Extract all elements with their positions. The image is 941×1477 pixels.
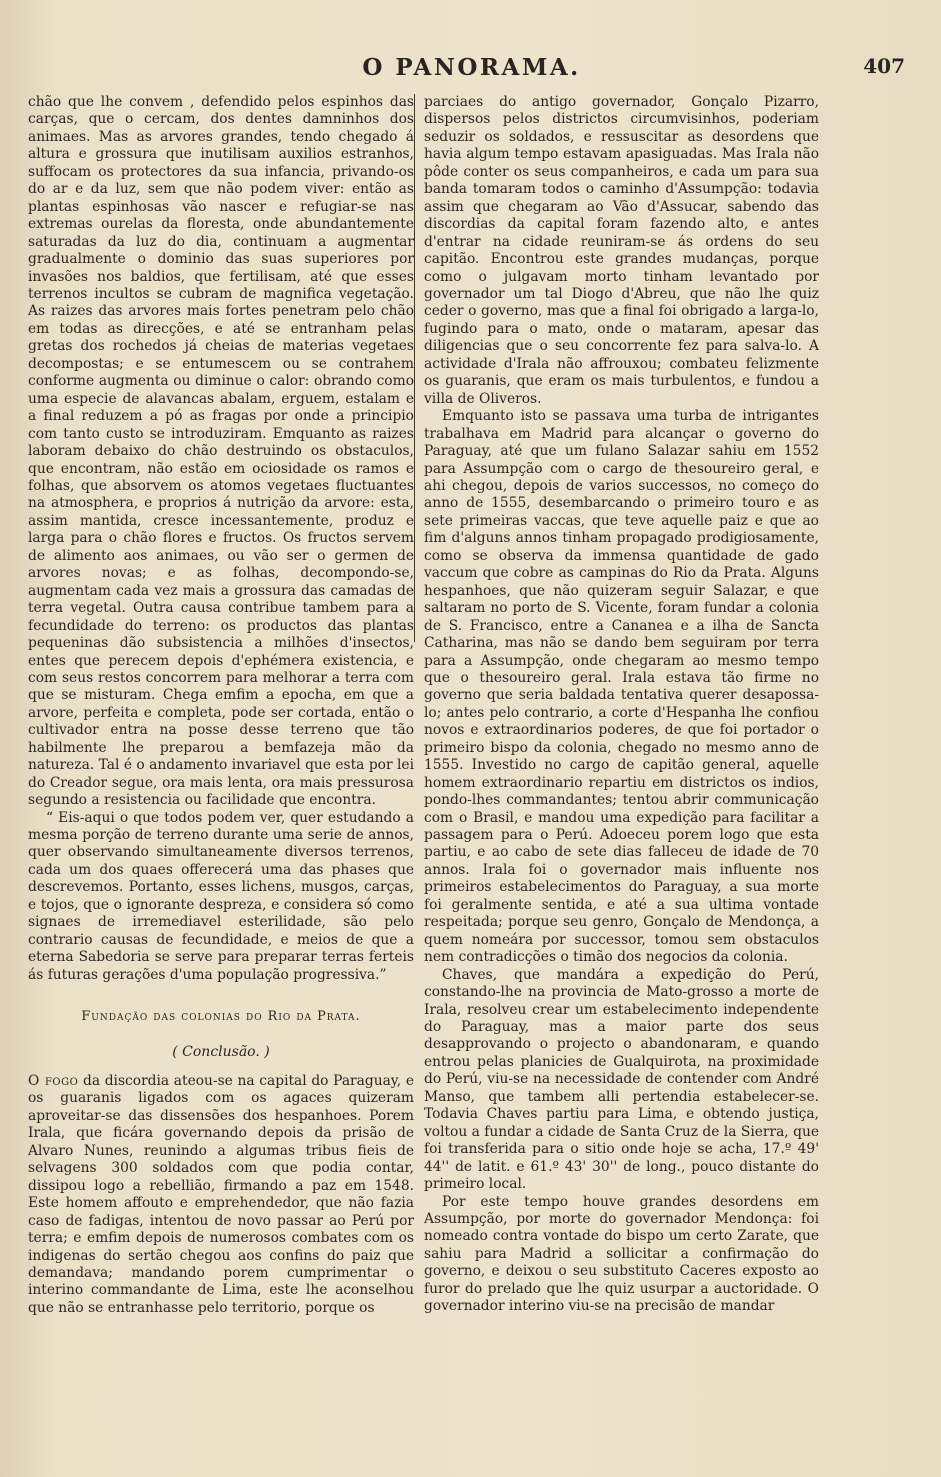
paragraph-left-3-text: da discordia ateou-se na capital do Paraguay, e os guaranis ligados com os agaces quizeram aproveitar-se das dissensões dos hespanhoes. Porem Irala, que ficára governando depois da prisão de Alvaro Nunes, reunindo a algumas tribus fieis de selvagens 300 soldados com que podia contar, dissipou logo a rebellião, firmando a paz em 1548. Este homem affouto e emprehendedor, que não fazia caso de fadigas, intentou de novo passar ao Perú por terra; e emfim depois de numerosos combates com os indigenas do sertão chegou aos confins do paiz que demandava; mandando porem cumprimentar o interino commandante de Lima, este lhe aconselhou que não se entranhasse pelo territorio, porque os (28, 1073, 414, 1316)
paragraph-right-3: Chaves, que mandára a expedição do Perú, constando-lhe na provincia de Mato-grosso a morte de Irala, resolveu crear um estabelecimento independente do Paraguay, mas a maior parte dos seus desapprovando o projecto o abandonaram, e quando entrou pelas planicies de Gualquirota, na proximidade do Perú, viu-se na necessidade de contender com André Manso, que tambem alli pertendia estabelecer-se. Todavia Chaves partiu para Lima, e obtendo justiça, voltou a fundar a cidade de Santa Cruz de la Sierra, que foi transferida para o sitio onde hoje se acha, 17.º 49' 44'' de latit. e 61.º 43' 30'' de long., pouco distante do primeiro local. (424, 966, 819, 1193)
section-subtitle: ( Conclusão. ) (172, 1043, 270, 1060)
section-title: Fundação das colonias do Rio da Prata. (81, 1009, 361, 1025)
paragraph-right-1: parciaes do antigo governador, Gonçalo Pizarro, dispersos pelos districtos circumvisinhos, poderiam seduzir os soldados, e ressuscitar as desordens que havia algum tempo estavam apasiguadas. Mas Irala não pôde conter os seus companheiros, e cada um para sua banda tomaram todos o caminho d'Assumpção: todavia assim que chegaram ao Vão d'Assucar, sabendo das discordias da capital foram fazendo alto, e antes d'entrar na cidade reuniram-se ás ordens do seu capitão. Encontrou este grandes mudanças, porque como o julgavam morto tinham levantado por governador um tal Diogo d'Abreu, que não lhe quiz ceder o governo, mas que a final foi obrigado a larga-lo, fugindo para o mato, onde o mataram, apesar das diligencias que o seu concorrente fez para salva-lo. A actividade d'Irala não affrouxou; combateu felizmente os guaranis, que eram os mais turbulentos, e fundou a villa de Oliveros. (424, 94, 819, 407)
journal-title: O PANORAMA. (362, 54, 581, 81)
paragraph-right-2: Emquanto isto se passava uma turba de intrigantes trabalhava em Madrid para alcançar o governo do Paraguay, até que um fulano Salazar sahiu em 1552 para Assumpção com o cargo de thesoureiro geral, e ahi chegou, depois de varios successos, no começo do anno de 1555, desembarcando o primeiro touro e as sete primeiras vaccas, que teve aquelle paiz e que ao fim d'alguns annos tinham propagado prodigiosamente, como se observa da immensa quantidade de gado vaccum que cobre as campinas do Rio da Prata. Alguns hespanhoes, que não quizeram seguir Salazar, e que saltaram no porto de S. Vicente, foram fundar a colonia de S. Francisco, entre a Cananea e a ilha de Sancta Catharina, mas não se dando bem seguiram por terra para a Assumpção, onde chegaram ao mesmo tempo que o thesoureiro geral. Irala estava tão firme no governo que seria baldada tentativa querer desapossa-lo; antes pelo contrario, a corte d'Hespanha lhe confiou novos e extraordinarios poderes, de que foi portador o primeiro bispo da colonia, chegado no mesmo anno de 1555. Investido no cargo de capitão general, aquelle homem extraordinario repartiu em districtos os indios, pondo-lhes commandantes; tentou abrir communicação com o Brasil, e mandou uma expedição para facilitar a passagem para o Perú. Adoeceu porem logo que esta partiu, e ao cabo de sete dias falleceu de idade de 70 annos. Irala foi o governador mais influente nos primeiros estabelecimentos do Paraguay, a sua morte foi geralmente sentida, e até a sua ultima vontade respeitada; porque seu genro, Gonçalo de Mendonça, a quem nomeára por successor, tomou sem obstaculos nem contradicções o timão dos negocios da colonia. (424, 408, 819, 966)
right-column (424, 94, 819, 1316)
lead-words: O fogo (28, 1073, 79, 1090)
column-divider (414, 94, 415, 642)
left-column (28, 94, 414, 1317)
paragraph-left-3 (28, 1073, 414, 1317)
paragraph-left-2: “ Eis-aqui o que todos podem ver, quer estudando a mesma porção de terreno durante uma serie de annos, quer observando simultaneamente diversos terrenos, cada um dos quaes offerecerá uma das phases que descrevemos. Portanto, esses lichens, musgos, carças, e tojos, que o ignorante despreza, e considera só como signaes de irremediavel esterilidade, são pelo contrario causas de fecundidade, e meios de que a eterna Sabedoria se serve para preparar terras ferteis ás futuras gerações d'uma população progressiva.” (28, 809, 414, 983)
page-number: 407 (863, 54, 905, 78)
paragraph-right-4: Por este tempo houve grandes desordens em Assumpção, por morte do governador Mendonça: foi nomeado contra vontade do bispo um certo Zarate, que sahiu para Madrid a sollicitar a confirmação do governo, e deixou o seu substituto Caceres exposto ao furor do prelado que lhe quiz usurpar a auctoridade. O governador interino viu-se na precisão de mandar (424, 1193, 819, 1315)
paragraph-left-1: chão que lhe convem , defendido pelos espinhos das carças, que o cercam, dos dentes damninhos dos animaes. Mas as arvores grandes, tendo chegado á altura e grossura que inutilisam auxilios estranhos, suffocam os protectores da sua infancia, privando-os do ar e da luz, sem que não podem viver: então as plantas espinhosas vão nascer e refugiar-se nas extremas ourelas da floresta, onde abundantemente saturadas da luz do dia, continuam a augmentar gradualmente o dominio das suas superiores por invasões nos baldios, que fertilisam, até que esses terrenos incultos se cubram de magnifica vegetação. As raizes das arvores mais fortes penetram pelo chão em todas as direcções, e até se entranham pelas gretas dos rochedos já cheias de materias vegetaes decompostas; e se entumescem ou se contrahem conforme augmenta ou diminue o calor: obrando como uma especie de alavancas abalam, erguem, estalam e a final reduzem a pó as fragas por onde a principio com tanto custo se introduziram. Emquanto as raizes laboram debaixo do chão destruindo os obstaculos, que encontram, não estão em ociosidade os ramos e folhas, que absorvem os atomos vegetaes fluctuantes na atmosphera, e proprios á nutrição da arvore: esta, assim mantida, cresce incessantemente, produz e larga para o chão flores e fructos. Os fructos servem de alimento aos animaes, ou vão ser o germen de arvores novas; e as folhas, decompondo-se, augmentam cada vez mais a grossura das camadas de terra vegetal. Outra causa contribue tambem para a fecundidade do terreno: os productos das plantas pequeninas dão subsistencia a milhões d'insectos, entes que perecem depois d'ephémera existencia, e com seus restos concorrem para melhorar a terra com que se misturam. Chega emfim a epocha, em que a arvore, perfeita e completa, pode ser cortada, então o cultivador entra na posse desse terreno que tão habilmente lhe preparou a bemfazeja mão da natureza. Tal é o andamento invariavel que esta por lei do Creador segue, ora mais lenta, ora mais pressurosa segundo a resistencia ou facilidade que encontra. (28, 94, 414, 809)
page-header (30, 52, 913, 86)
